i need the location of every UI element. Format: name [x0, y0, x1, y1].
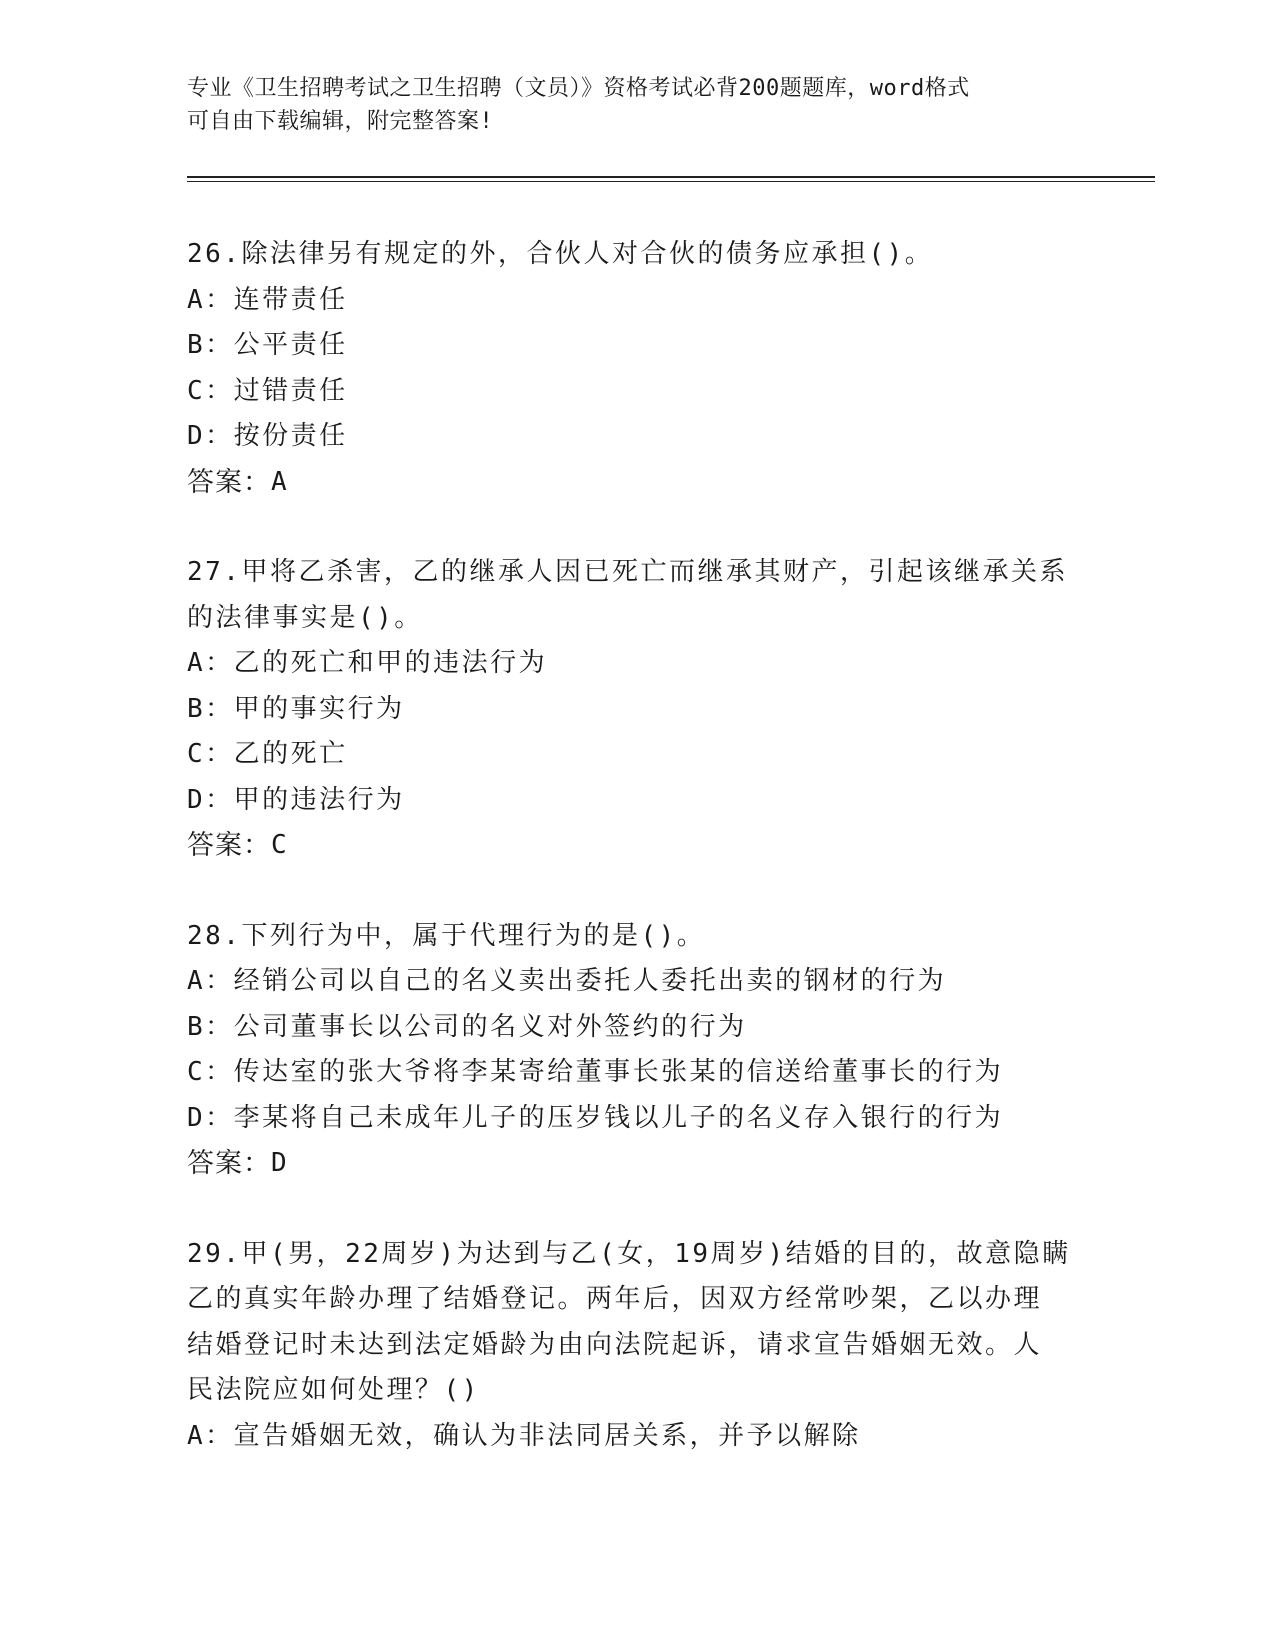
answer-line — [187, 460, 1087, 506]
header-line-2: 可自由下载编辑，附完整答案! — [187, 109, 494, 134]
header-divider-thick — [187, 176, 1155, 178]
answer-line — [187, 1141, 1087, 1187]
question-stem-line: 27.甲将乙杀害，乙的继承人因已死亡而继承其财产，引起该继承关系 — [187, 557, 1068, 587]
option-key: C： — [187, 1057, 234, 1087]
option-key: A： — [187, 648, 234, 678]
question-stem-line: 28.下列行为中，属于代理行为的是()。 — [187, 920, 706, 951]
header-divider-thin — [187, 181, 1155, 182]
question-block — [187, 232, 1087, 505]
answer-option — [187, 323, 1087, 369]
answer-value: A — [271, 466, 290, 497]
answer-option — [187, 414, 1087, 460]
option-text: 乙的死亡和甲的违法行为 — [233, 648, 548, 678]
option-text: 过错责任 — [233, 375, 348, 406]
option-key: D： — [187, 784, 234, 815]
option-key: B： — [187, 693, 234, 724]
option-key: B： — [187, 330, 234, 360]
option-text: 按份责任 — [233, 421, 348, 451]
question-stem-line: 民法院应如何处理？() — [187, 1375, 480, 1405]
option-key: A： — [187, 284, 234, 315]
answer-label: 答案： — [187, 1148, 271, 1179]
answer-label: 答案： — [187, 830, 271, 861]
answer-option — [187, 687, 1087, 733]
option-text: 传达室的张大爷将李某寄给董事长张某的信送给董事长的行为 — [233, 1057, 1004, 1087]
option-text: 乙的死亡 — [233, 739, 348, 769]
question-stem-line: 26.除法律另有规定的外，合伙人对合伙的债务应承担()。 — [187, 239, 934, 269]
option-text: 连带责任 — [233, 284, 348, 315]
option-text: 经销公司以自己的名义卖出委托人委托出卖的钢材的行为 — [233, 966, 947, 996]
option-key: C： — [187, 375, 234, 406]
option-key: A： — [187, 966, 234, 996]
answer-option — [187, 959, 1087, 1005]
answer-value: D — [271, 1148, 290, 1178]
answer-label: 答案： — [187, 466, 271, 498]
option-text: 甲的违法行为 — [233, 784, 405, 815]
answer-option — [187, 278, 1087, 324]
header-line-1: 专业《卫生招聘考试之卫生招聘（文员）》资格考试必背200题题库，word格式 — [187, 76, 970, 101]
answer-option — [187, 369, 1087, 415]
option-key: D： — [187, 421, 234, 451]
answer-option — [187, 778, 1087, 824]
answer-option — [187, 1096, 1087, 1142]
answer-option — [187, 732, 1087, 778]
option-key: C： — [187, 739, 234, 769]
document-header — [187, 72, 1067, 138]
option-key: D： — [187, 1102, 234, 1133]
answer-option — [187, 1005, 1087, 1051]
option-text: 宣告婚姻无效，确认为非法同居关系，并予以解除 — [233, 1420, 861, 1451]
option-key: B： — [187, 1011, 234, 1042]
option-key: A： — [187, 1420, 234, 1451]
question-stem-line: 结婚登记时未达到法定婚龄为由向法院起诉，请求宣告婚姻无效。人 — [187, 1329, 1043, 1360]
option-text: 公平责任 — [233, 330, 348, 360]
answer-option — [187, 1414, 1087, 1460]
answer-option — [187, 641, 1087, 687]
question-block — [187, 1232, 1087, 1460]
option-text: 李某将自己未成年儿子的压岁钱以儿子的名义存入银行的行为 — [233, 1102, 1004, 1133]
option-text: 甲的事实行为 — [233, 693, 405, 724]
question-stem-line: 29.甲(男，22周岁)为达到与乙(女，19周岁)结婚的目的，故意隐瞒 — [187, 1238, 1071, 1269]
question-block — [187, 550, 1087, 869]
question-stem-line: 乙的真实年龄办理了结婚登记。两年后，因双方经常吵架，乙以办理 — [187, 1284, 1043, 1314]
question-stem-line: 的法律事实是()。 — [187, 602, 423, 633]
question-block — [187, 914, 1087, 1187]
answer-option — [187, 1050, 1087, 1096]
question-list — [187, 232, 1087, 1504]
answer-value: C — [271, 830, 290, 860]
answer-line — [187, 823, 1087, 869]
option-text: 公司董事长以公司的名义对外签约的行为 — [233, 1011, 747, 1042]
